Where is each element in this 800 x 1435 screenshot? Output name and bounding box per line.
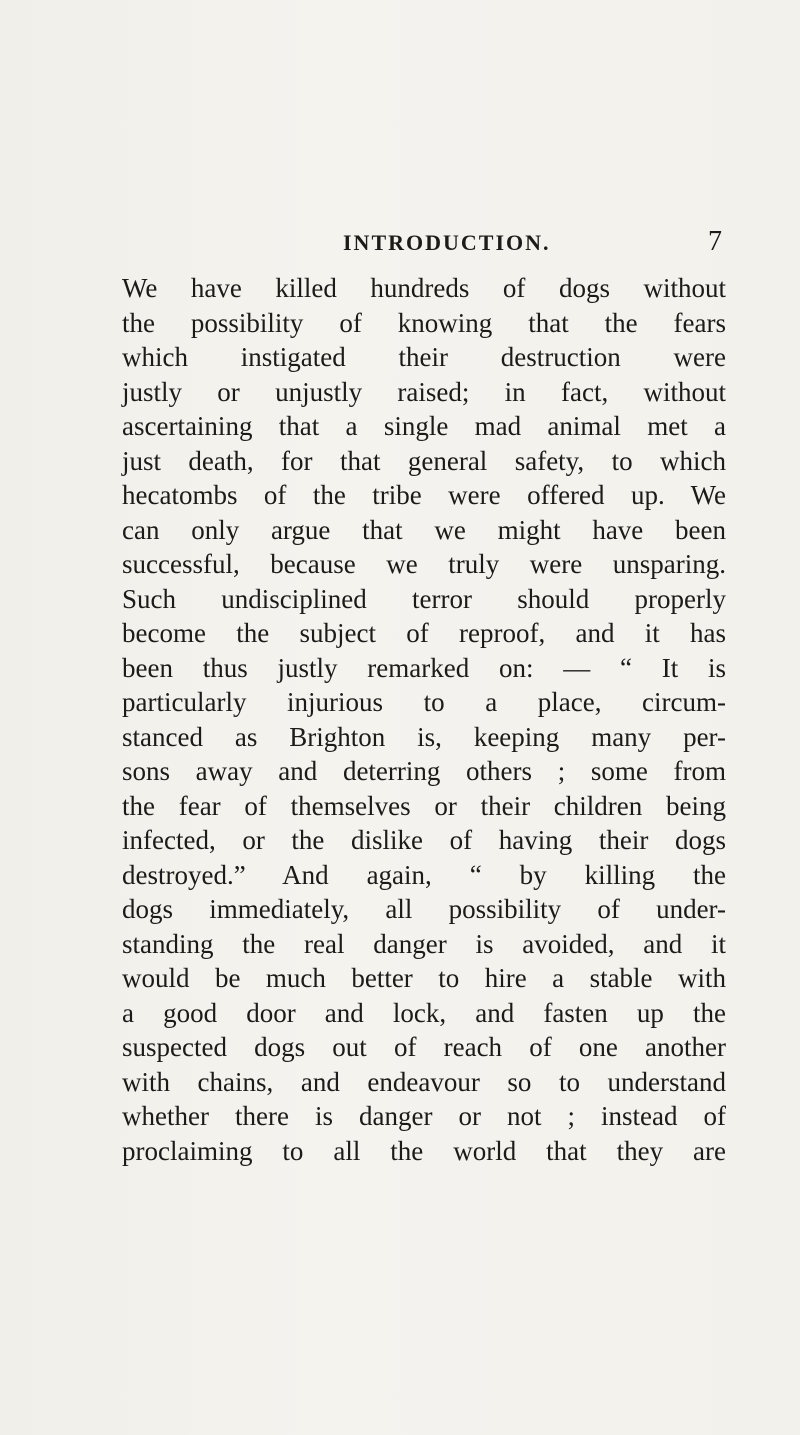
text-line: a good door and lock, and fasten up the	[122, 997, 726, 1028]
body-text	[122, 271, 726, 1168]
text-line: proclaiming to all the world that they are	[122, 1135, 726, 1166]
text-line: would be much better to hire a stable with	[122, 963, 726, 993]
text-line: We have killed hundreds of dogs without	[122, 273, 726, 303]
text-line: whether there is danger or not ; instead of	[122, 1101, 726, 1131]
text-line: the possibility of knowing that the fears	[122, 307, 726, 338]
text-line: suspected dogs out of reach of one another	[122, 1032, 726, 1062]
text-line: hecatombs of the tribe were offered up. We	[122, 480, 726, 510]
text-line: can only argue that we might have been	[122, 514, 726, 545]
text-line: standing the real danger is avoided, and it	[122, 928, 726, 959]
running-title: INTRODUCTION.	[343, 230, 551, 255]
page-header	[0, 226, 800, 265]
text-line: just death, for that general safety, to which	[122, 445, 726, 476]
text-line: justly or unjustly raised; in fact, without	[122, 376, 726, 407]
text-line: the fear of themselves or their children being	[122, 790, 726, 821]
text-line: destroyed.” And again, “ by killing the	[122, 859, 726, 890]
text-line: which instigated their destruction were	[122, 342, 726, 372]
text-line: Such undisciplined terror should properly	[122, 583, 726, 614]
text-line: infected, or the dislike of having their dogs	[122, 825, 726, 855]
text-line: sons away and deterring others ; some from	[122, 756, 726, 786]
text-line: ascertaining that a single mad animal met a	[122, 411, 726, 441]
text-line: become the subject of reproof, and it has	[122, 618, 726, 648]
page-number: 7	[708, 226, 722, 257]
text-line: stanced as Brighton is, keeping many per-	[122, 721, 726, 752]
text-line: successful, because we truly were unsparing.	[122, 549, 726, 579]
text-line: with chains, and endeavour so to understand	[122, 1066, 726, 1097]
text-line: particularly injurious to a place, circum-	[122, 687, 726, 717]
text-line: been thus justly remarked on: — “ It is	[122, 652, 726, 683]
text-line: dogs immediately, all possibility of under-	[122, 894, 726, 924]
